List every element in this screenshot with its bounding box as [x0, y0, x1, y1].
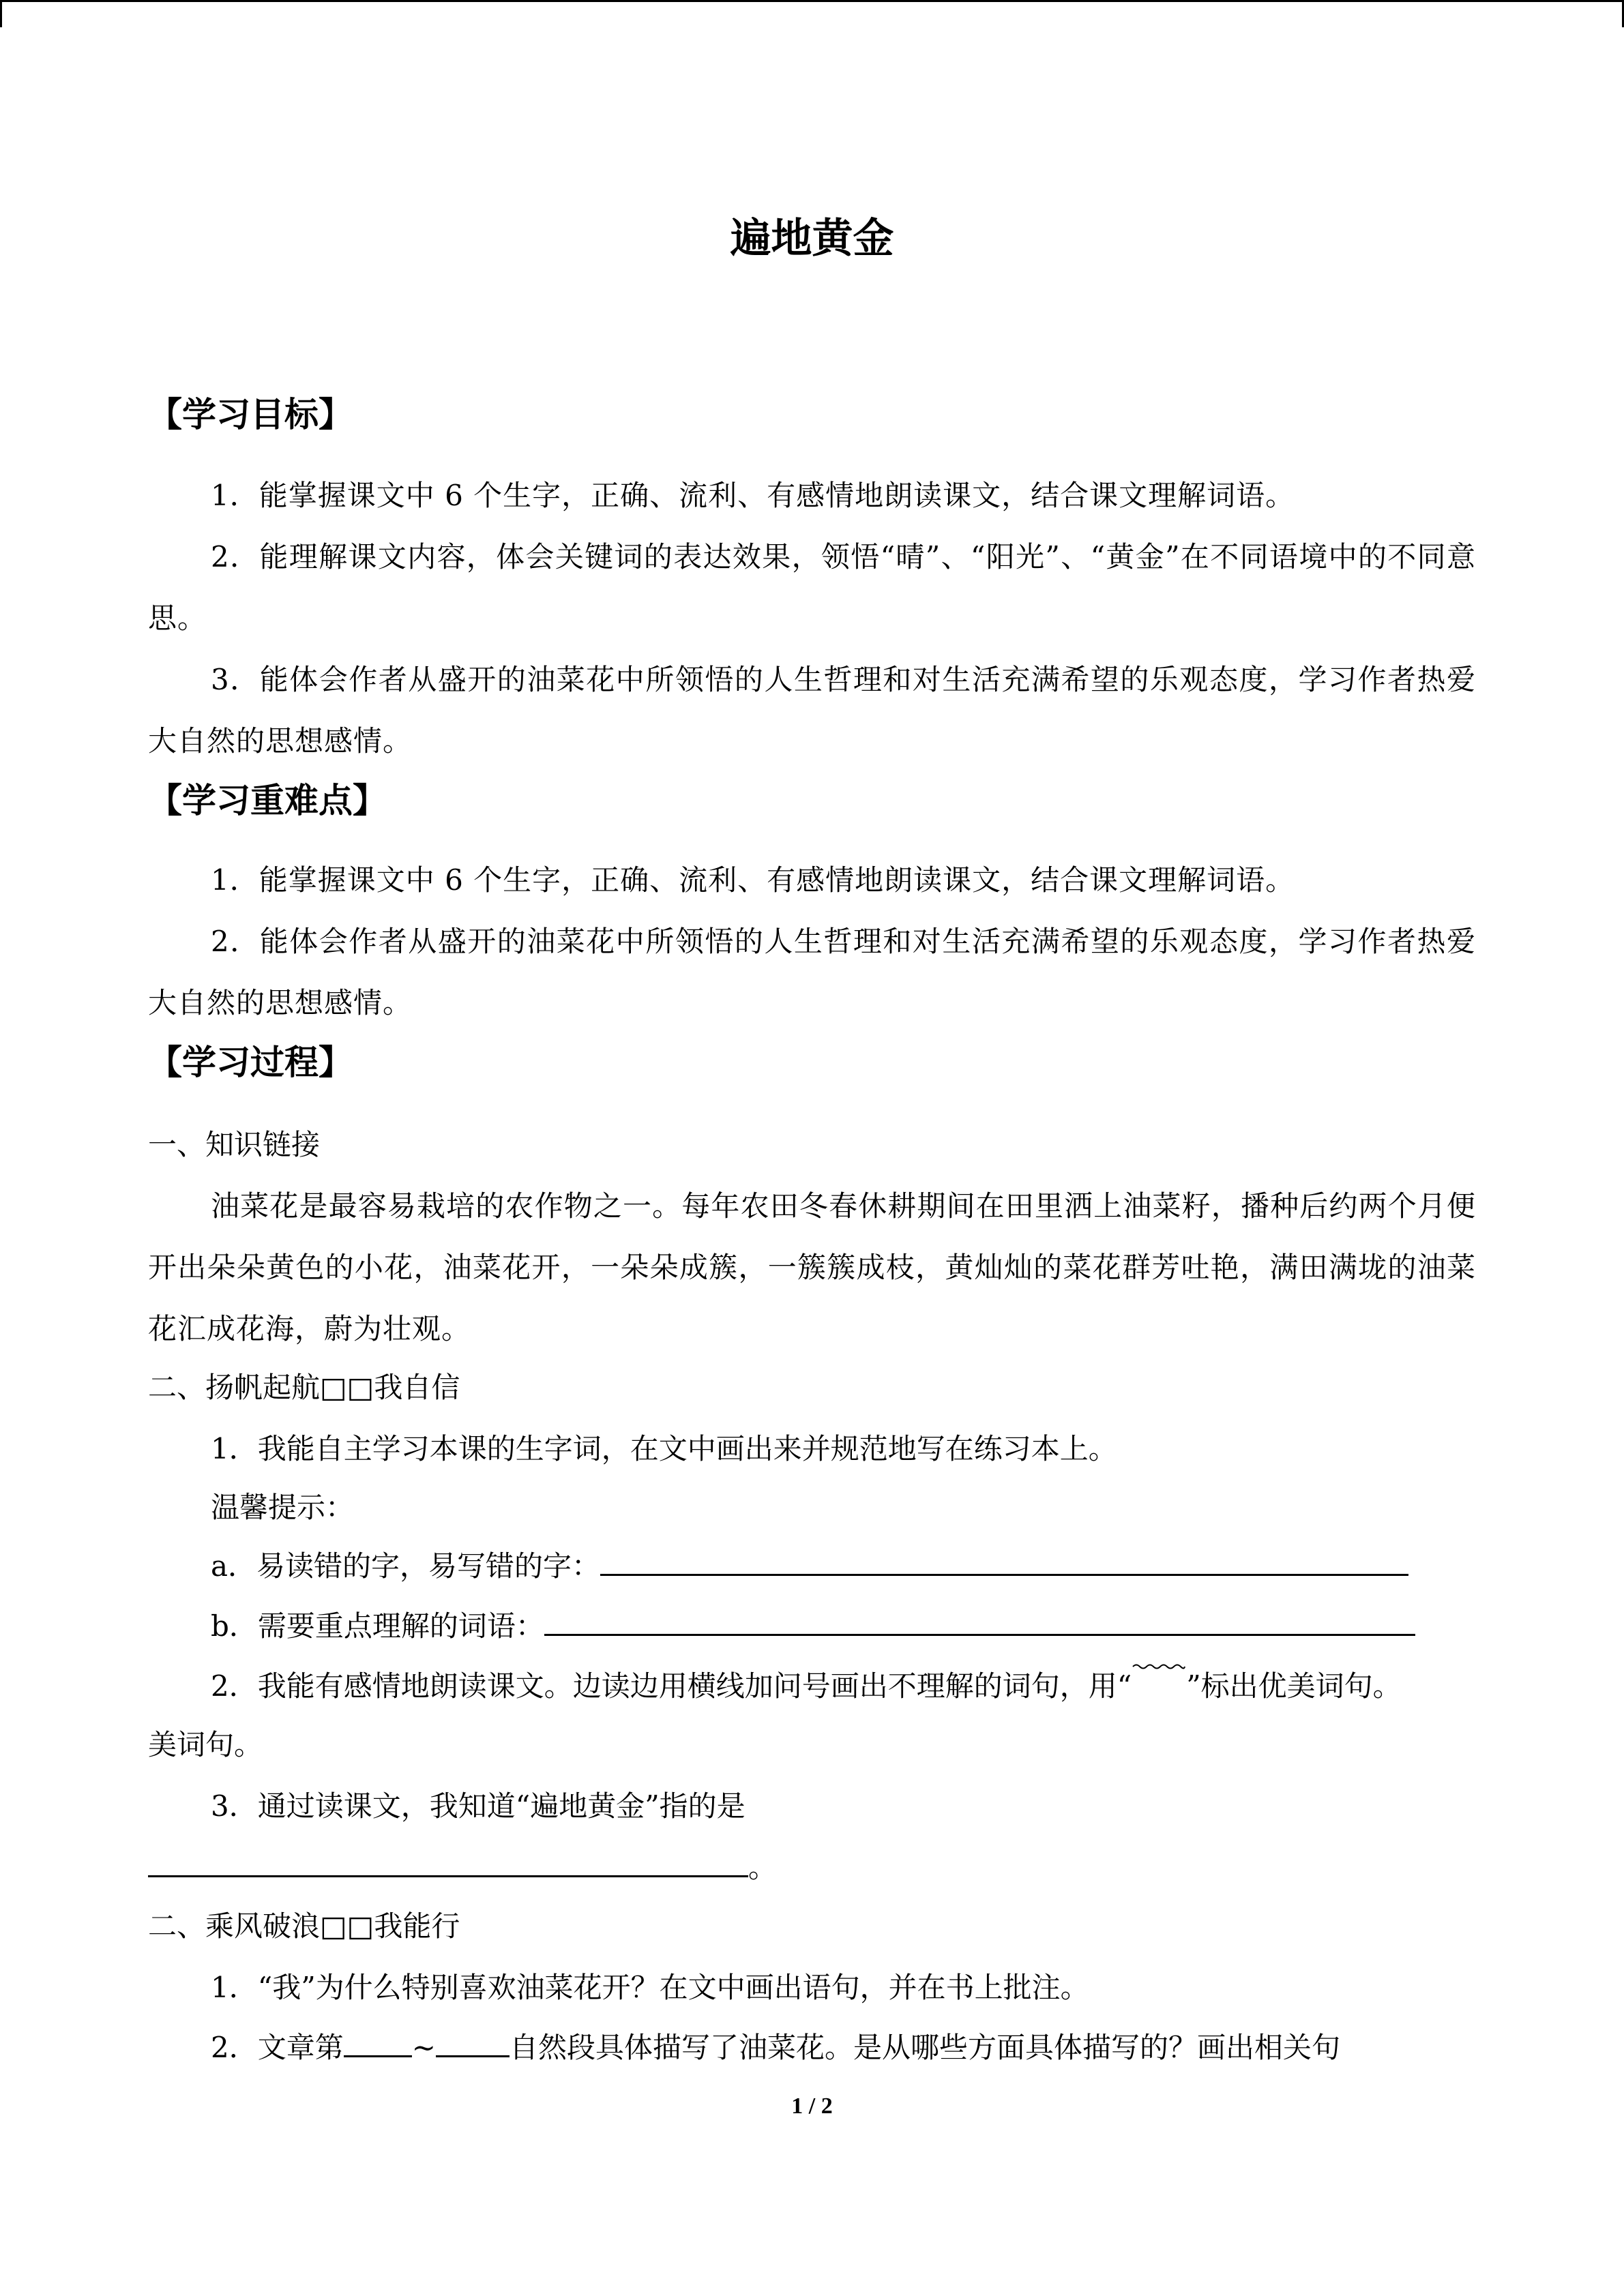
part2-item-1: 1．我能自主学习本课的生字词，在文中画出来并规范地写在练习本上。 — [211, 1432, 1117, 1465]
part2-item-3: 3．通过读课文，我知道“遍地黄金”指的是 — [211, 1789, 745, 1823]
part3-item-2 — [211, 2017, 1340, 2078]
goal-item-3: 3．能体会作者从盛开的油菜花中所领悟的人生哲理和对生活充满希望的乐观态度，学习作者热爱大自然的思想感情。 — [148, 663, 1476, 758]
tip-a-answer-blank[interactable] — [600, 1547, 1408, 1576]
page-left-border — [0, 0, 2, 27]
tip-b-answer-blank[interactable] — [544, 1607, 1415, 1636]
range-tilde: ~ — [411, 2031, 436, 2064]
heading-learning-goals: 【学习目标】 — [148, 395, 353, 434]
part3-item-2-text-a: 2．文章第 — [211, 2031, 344, 2064]
part2-title: 二、扬帆起航□□我自信 — [148, 1371, 460, 1404]
part3-item-2-text-c: 自然段具体描写了油菜花。是从哪些方面具体描写的？画出相关句 — [509, 2031, 1340, 2064]
goal-item-2: 2．能理解课文内容，体会关键词的表达效果，领悟“晴”、“阳光”、“黄金”在不同语境中的不同意思。 — [148, 540, 1476, 635]
paragraph-end-blank[interactable] — [436, 2028, 510, 2057]
page-number: 1 / 2 — [791, 2093, 833, 2119]
answer-period: 。 — [748, 1851, 778, 1884]
tip-b-row — [211, 1596, 1415, 1657]
heading-key-points: 【学习重难点】 — [148, 781, 387, 820]
paragraph-start-blank[interactable] — [344, 2028, 412, 2057]
meaning-answer-blank[interactable] — [148, 1848, 748, 1877]
heading-learning-process: 【学习过程】 — [148, 1043, 353, 1082]
page-top-border — [0, 0, 1624, 2]
part3-item-1: 1．“我”为什么特别喜欢油菜花开？在文中画出语句，并在书上批注。 — [211, 1971, 1089, 2004]
wavy-line-icon — [1132, 1663, 1186, 1669]
part2-item-2-text-b: ”标出优美词句。 — [1186, 1669, 1402, 1703]
part3-title: 二、乘风破浪□□我能行 — [148, 1909, 460, 1943]
page-title: 遍地黄金 — [730, 215, 894, 263]
tip-label: 温馨提示： — [211, 1491, 355, 1524]
part2-item-3-answer-row — [148, 1837, 777, 1898]
keypoint-item-1: 1．能掌握课文中 6 个生字，正确、流利、有感情地朗读课文，结合课文理解词语。 — [211, 863, 1295, 897]
part1-paragraph: 油菜花是最容易栽培的农作物之一。每年农田冬春休耕期间在田里洒上油菜籽，播种后约两个月便开出朵朵黄色的小花，油菜花开，一朵朵成簇，一簇簇成枝，黄灿灿的菜花群芳吐艳，满田满垅的油菜花汇成花海，蔚为壮观。 — [148, 1189, 1476, 1345]
part2-item-2-continued: 美词句。 — [148, 1728, 263, 1761]
keypoint-item-2: 2．能体会作者从盛开的油菜花中所领悟的人生哲理和对生活充满希望的乐观态度，学习作者热爱大自然的思想感情。 — [148, 925, 1476, 1019]
part2-item-2-text-a: 2．我能有感情地朗读课文。边读边用横线加问号画出不理解的词句，用“ — [211, 1669, 1132, 1703]
tip-a-label: a．易读错的字，易写错的字： — [211, 1549, 601, 1583]
tip-a-row — [211, 1536, 1408, 1597]
tip-b-label: b．需要重点理解的词语： — [211, 1609, 544, 1643]
goal-item-1: 1．能掌握课文中 6 个生字，正确、流利、有感情地朗读课文，结合课文理解词语。 — [211, 479, 1295, 512]
part1-title: 一、知识链接 — [148, 1128, 321, 1161]
part2-item-2 — [211, 1656, 1402, 1717]
